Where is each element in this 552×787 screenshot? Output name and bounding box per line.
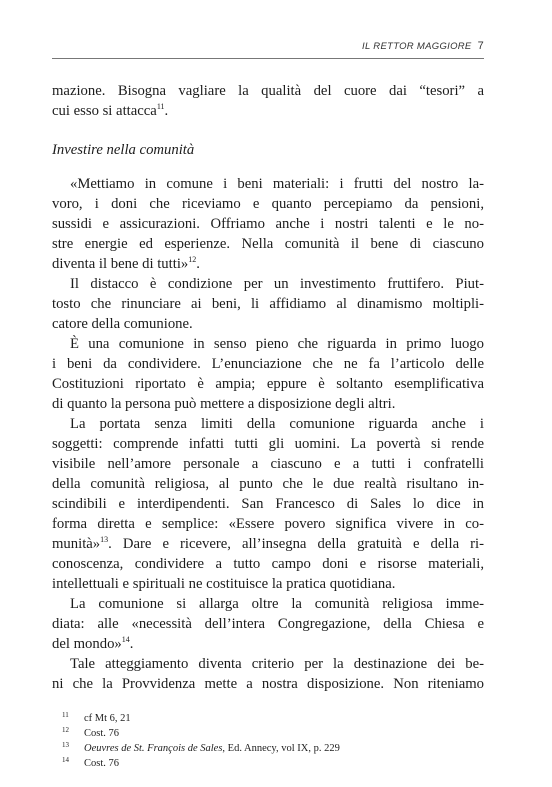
text-line: diventa il bene di tutti»$^{12}$. xyxy=(52,255,200,272)
text-line: catore della comunione. xyxy=(52,316,193,332)
running-head xyxy=(52,40,484,56)
text-line: sussidi e assicurazioni. Offriamo anche i nostri talenti e le no- xyxy=(52,216,484,232)
text-line: voro, i doni che riceviamo e quanto percepiamo da pensioni, xyxy=(52,196,484,212)
footnote-ref: 13 xyxy=(100,535,109,544)
footnote-ref: 11 xyxy=(156,102,165,111)
running-title: IL RETTOR MAGGIORE xyxy=(362,41,472,52)
text-line: tosto che rinunciare ai beni, li affidiamo al dinamismo moltipli- xyxy=(52,296,484,312)
text-line: scindibili e interdipendenti. San Francesco di Sales lo dice in xyxy=(52,496,484,512)
section-heading: Investire nella comunità xyxy=(52,142,195,158)
footnote: 12 Cost. 76 xyxy=(62,726,120,739)
text-line: La comunione si allarga oltre la comunità religiosa imme- xyxy=(70,596,484,612)
text-line: visibile nell’amore personale a ciascuno e a tutti i confratelli xyxy=(52,456,484,472)
text-line: È una comunione in senso pieno che riguarda in primo luogo xyxy=(70,336,484,352)
footnote-ref: 12 xyxy=(188,255,197,264)
text-line: diata: alle «necessità dell’intera Congregazione, della Chiesa e xyxy=(52,616,484,632)
footnote: 14 Cost. 76 xyxy=(62,756,120,769)
text-line: «Mettiamo in comune i beni materiali: i frutti del nostro la- xyxy=(70,176,484,192)
text-line: munità»$^{13}$. Dare e ricevere, all’insegna della gratuità e della ri- xyxy=(52,535,484,552)
text-line: del mondo»$^{14}$. xyxy=(52,635,134,652)
text-line: La portata senza limiti della comunione riguarda anche i xyxy=(70,416,484,432)
text-line: intellettuali e spirituali ne costituisce la pratica quotidiana. xyxy=(52,576,396,592)
text-line: ni che la Provvidenza mette a nostra disposizione. Non riteniamo xyxy=(52,676,484,692)
text-line: stre energie ed esperienze. Nella comunità il bene di ciascuno xyxy=(52,236,484,252)
text-line: Il distacco è condizione per un investimento fruttifero. Piut- xyxy=(70,276,484,292)
footnote: 11 cf Mt 6, 21 xyxy=(62,711,131,724)
text-line: conoscenza, condividere a tutto campo doni e risorse materiali, xyxy=(52,556,484,572)
text-line: mazione. Bisogna vagliare la qualità del cuore dai “tesori” a xyxy=(52,83,484,99)
text-line: Costituzioni riportato è ampia; eppure è soltanto esemplificativa xyxy=(52,376,484,392)
text-line: soggetti: comprende infatti tutti gli uomini. La povertà si rende xyxy=(52,436,484,452)
footnote-ref: 14 xyxy=(121,635,130,644)
text-line: cui esso si attacca$^{11}$. xyxy=(52,102,169,119)
footnote: 13 Oeuvres de St. François de Sales, Ed. Annecy, vol IX, p. 229 xyxy=(62,741,340,754)
text-line: di quanto la persona può mettere a disposizione degli altri. xyxy=(52,396,396,412)
text-line: forma diretta e semplice: «Essere povero significa vivere in co- xyxy=(52,516,484,532)
text-line: Tale atteggiamento diventa criterio per la destinazione dei be- xyxy=(70,656,484,672)
header-rule xyxy=(52,58,484,59)
text-line: della comunità religiosa, al punto che le due realtà risultano in- xyxy=(52,476,484,492)
cited-title: Oeuvres de St. François de Sales xyxy=(84,743,223,754)
page-number: 7 xyxy=(477,40,484,52)
text-line: i beni da condividere. L’enunciazione che ne fa l’articolo delle xyxy=(52,356,484,372)
